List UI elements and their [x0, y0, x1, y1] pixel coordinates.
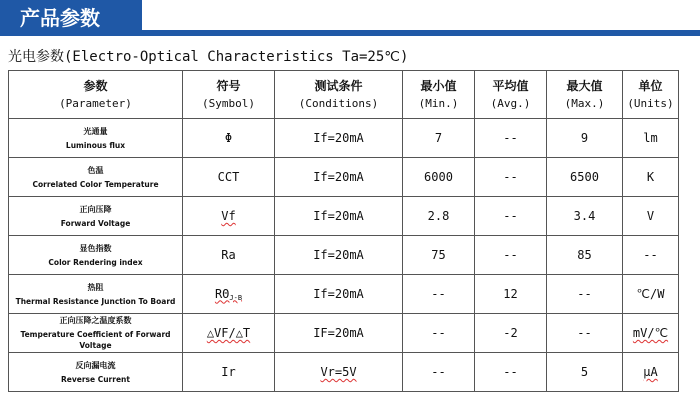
max-cell: -- [547, 275, 623, 314]
header-min-cn: 最小值 [420, 78, 457, 93]
condition-cell [275, 353, 403, 392]
parameter-name-en: Thermal Resistance Junction To Board [15, 296, 176, 306]
condition-cell: If=20mA [275, 119, 403, 158]
symbol-cell [183, 119, 275, 158]
parameter-cell [9, 197, 183, 236]
parameter-name-en: Temperature Coefficient of Forward Voltage [20, 330, 171, 350]
unit-cell: -- [623, 236, 679, 275]
symbol-text: △VF/△T [206, 326, 251, 340]
min-cell: 2.8 [403, 197, 475, 236]
parameter-name-en: Reverse Current [61, 374, 130, 384]
avg-cell: -- [475, 158, 547, 197]
avg-cell: 12 [475, 275, 547, 314]
unit-text: μA [643, 365, 658, 379]
symbol-text: Φ [224, 131, 233, 145]
parameter-cell [9, 119, 183, 158]
table-row [9, 275, 679, 314]
symbol-text [215, 287, 242, 301]
header-avg-cn: 平均值 [492, 78, 529, 93]
header-max-en: (Max.) [564, 96, 605, 110]
header-parameter [9, 71, 183, 119]
symbol-text: Ra [221, 248, 236, 262]
header-avg [475, 71, 547, 119]
symbol-cell [183, 158, 275, 197]
condition-cell: If=20mA [275, 236, 403, 275]
table-row [9, 353, 679, 392]
parameter-name-en: Color Rendering index [48, 257, 143, 267]
unit-text: mV/℃ [632, 326, 669, 340]
parameter-cell [9, 158, 183, 197]
condition-cell: If=20mA [275, 275, 403, 314]
symbol-cell [183, 314, 275, 353]
parameter-name-cn: 热阻 [87, 282, 104, 292]
max-cell: 9 [547, 119, 623, 158]
table-row [9, 119, 679, 158]
table-row [9, 197, 679, 236]
section-title-tab: 产品参数 [0, 0, 142, 36]
parameter-name-cn: 反向漏电流 [75, 360, 116, 370]
condition-text: Vr=5V [320, 365, 357, 379]
parameter-cell [9, 353, 183, 392]
parameter-name-en: Luminous flux [65, 140, 126, 150]
min-cell: -- [403, 275, 475, 314]
header-conditions-cn: 测试条件 [314, 78, 363, 93]
section-banner [0, 0, 700, 36]
table-row [9, 236, 679, 275]
header-conditions-en: (Conditions) [298, 96, 379, 110]
table-row [9, 314, 679, 353]
avg-cell: -- [475, 197, 547, 236]
unit-cell: V [623, 197, 679, 236]
header-units-en: (Units) [627, 96, 674, 110]
max-cell: 5 [547, 353, 623, 392]
avg-cell: -2 [475, 314, 547, 353]
header-symbol [183, 71, 275, 119]
parameter-name-cn: 正向压降 [79, 204, 112, 214]
symbol-text: Ir [221, 365, 236, 379]
table-header-row [9, 71, 679, 119]
symbol-cell [183, 236, 275, 275]
min-cell: -- [403, 314, 475, 353]
header-min [403, 71, 475, 119]
symbol-text: Vf [221, 209, 236, 223]
min-cell: 75 [403, 236, 475, 275]
parameter-name-en: Forward Voltage [60, 218, 131, 228]
max-cell: 85 [547, 236, 623, 275]
condition-cell: IF=20mA [275, 314, 403, 353]
max-cell: 3.4 [547, 197, 623, 236]
table-row [9, 158, 679, 197]
parameter-name-cn: 色温 [87, 165, 104, 175]
min-cell: 7 [403, 119, 475, 158]
symbol-cell [183, 275, 275, 314]
min-cell: -- [403, 353, 475, 392]
max-cell: 6500 [547, 158, 623, 197]
parameter-cell [9, 275, 183, 314]
parameter-name-cn: 显色指数 [79, 243, 112, 253]
parameter-cell [9, 314, 183, 353]
header-avg-en: (Avg.) [490, 96, 531, 110]
header-parameter-cn: 参数 [83, 78, 108, 93]
condition-cell: If=20mA [275, 197, 403, 236]
unit-cell [623, 353, 679, 392]
max-cell: -- [547, 314, 623, 353]
header-symbol-cn: 符号 [216, 78, 241, 93]
header-conditions [275, 71, 403, 119]
unit-cell [623, 314, 679, 353]
avg-cell: -- [475, 236, 547, 275]
header-units-cn: 单位 [638, 78, 663, 93]
symbol-text: CCT [217, 170, 240, 184]
parameter-name-cn: 光通量 [83, 126, 108, 136]
symbol-cell [183, 353, 275, 392]
header-max [547, 71, 623, 119]
table-caption: 光电参数(Electro-Optical Characteristics Ta=25℃) [8, 49, 409, 65]
header-symbol-en: (Symbol) [202, 96, 255, 110]
symbol-main: RΘ [214, 286, 230, 301]
min-cell: 6000 [403, 158, 475, 197]
symbol-subscript: J-B [229, 293, 243, 302]
unit-cell: ℃/W [623, 275, 679, 314]
header-max-cn: 最大值 [566, 78, 603, 93]
avg-cell: -- [475, 119, 547, 158]
electro-optical-table [8, 70, 679, 392]
avg-cell: -- [475, 353, 547, 392]
header-parameter-en: (Parameter) [59, 96, 132, 110]
parameter-cell [9, 236, 183, 275]
header-units [623, 71, 679, 119]
unit-cell: lm [623, 119, 679, 158]
unit-cell: K [623, 158, 679, 197]
parameter-name-cn: 正向压降之温度系数 [59, 316, 132, 325]
condition-cell: If=20mA [275, 158, 403, 197]
header-min-en: (Min.) [418, 96, 459, 110]
symbol-cell [183, 197, 275, 236]
parameter-name-en: Correlated Color Temperature [32, 179, 159, 189]
